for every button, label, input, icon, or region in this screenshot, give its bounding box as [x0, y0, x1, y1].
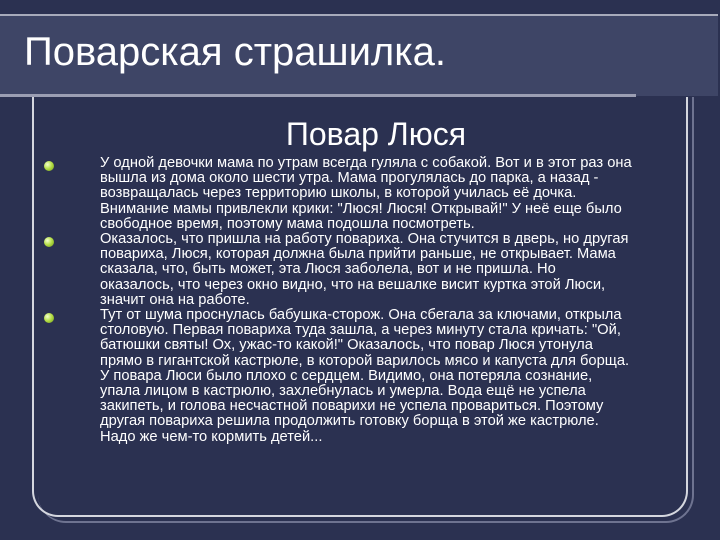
bullet-text: Тут от шума проснулась бабушка-сторож. Она сбегала за ключами, открыла столовую. Первая повариха туда зашла, а через минуту стала кричать: "Ой, батюшки святы! Ох, ужас-то какой!" Оказалось, что повар Люся утонула прямо в гигантской кастрюле, в которой варилось мясо и капуста для борща. У повара Люси было плохо с сердцем. Видимо, она потеряла сознание, упала лицом в кастрюлю, захлебнулась и умерла. Вода ещё не успела закипеть, и голова несчастной поварихи не успела провариться. Поэтому другая повариха решила продолжить готовку борща в этой же кастрюле. Надо же чем-то кормить детей...	[100, 307, 630, 445]
bullet-text: Оказалось, что пришла на работу повариха. Она стучится в дверь, но другая повариха, Люся, которая должна была прийти раньше, не открывает. Мама сказала, что, быть может, эта Люся заболела, вот и не пришла. Но оказалось, что через окно видно, что на вешалке висит куртка этой Люси, значит она на работе.	[100, 231, 629, 308]
bullet-dot-icon	[44, 161, 54, 171]
bullet-dot-icon	[44, 237, 54, 247]
bullet-item	[44, 232, 688, 308]
slide-title: Поварская страшилка.	[24, 30, 447, 74]
bullet-text: У одной девочки мама по утрам всегда гуляла с собакой. Вот и в этот раз она вышла из дома около шести утра. Мама прогулялась до парка, а назад - возвращалась через территорию школы, в которой училась её дочка. Внимание мамы привлекли крики: "Люся! Люся! Открывай!" У неё еще было свободное время, поэтому мама подошла посмотреть.	[100, 155, 632, 232]
bullet-list	[44, 156, 688, 445]
slide-subtitle: Повар Люся	[285, 116, 467, 152]
bullet-dot-icon	[44, 313, 54, 323]
bullet-item	[44, 156, 688, 232]
bullet-item	[44, 308, 688, 445]
